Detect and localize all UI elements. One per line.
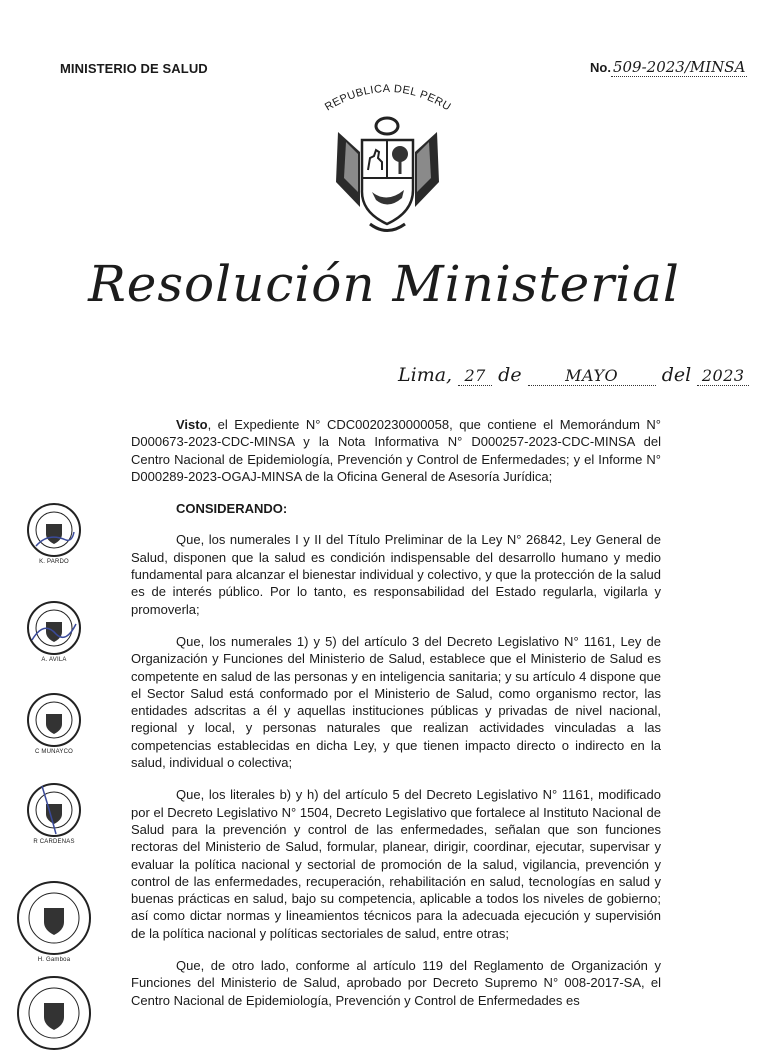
seal-icon: [16, 880, 92, 956]
stamp-name: H. Gamboa: [37, 957, 71, 963]
dateline-day: 27: [458, 366, 492, 386]
approval-stamp: [14, 502, 94, 565]
peru-coat-of-arms-icon: [330, 112, 445, 237]
dateline-month: MAYO: [528, 366, 656, 386]
stamp-name: C MUNAYCO: [34, 749, 74, 755]
seal-icon: [26, 502, 82, 558]
seal-icon: [26, 600, 82, 656]
approval-stamp: [14, 600, 94, 663]
stamp-name: A. AVILA: [41, 657, 67, 663]
crest-arc-text: [318, 76, 458, 116]
dateline-year: 2023: [697, 366, 749, 386]
stamp-name: K. PARDO: [39, 559, 69, 565]
approval-stamp: [14, 880, 94, 963]
visto-label: Visto: [176, 417, 208, 432]
visto-paragraph: [131, 416, 661, 485]
seal-icon: [16, 975, 92, 1051]
resolution-number-prefix: No.: [590, 60, 611, 75]
document-title: Resolución Ministerial: [88, 255, 680, 313]
ministry-name: MINISTERIO DE SALUD: [60, 61, 208, 76]
paragraph-4: Que, de otro lado, conforme al artículo 119 del Reglamento de Organización y Funciones del Ministerio de Salud, aprobado por Decreto Supremo N° 008-2017-SA, el Centro Nacional de Epidemiología, Prevención y Control de Enfermedades es: [131, 958, 661, 1008]
paragraph-3: Que, los literales b) y h) del artículo 5 del Decreto Legislativo N° 1161, modificado por el Decreto Legislativo N° 1504, Decreto Legislativo que fortalece al Instituto Nacional de Salud para la prevención y control de las enfermedades, señalan que son funciones rectoras del Ministerio de Salud, formular, planear, dirigir, coordinar, ejecutar, supervisar y evaluar la política nacional y sectorial de promoción de la salud, vigilancia, prevención y control de las enfermedades, recuperación, rehabilitación en salud, tecnologías en salud y buenas prácticas en salud, bajo su competencia, aplicable a todos los niveles de gobierno; así como dictar normas y lineamientos técnicos para la adecuada ejecución y supervisión de la política nacional y políticas sectoriales de salud, entre otras;: [131, 787, 661, 941]
dateline: [398, 364, 749, 386]
document-body: [131, 416, 661, 1024]
crest-arc-label: REPUBLICA DEL PERU: [322, 82, 454, 114]
approval-stamp: [14, 782, 94, 845]
svg-text:REPUBLICA DEL PERU: [323, 83, 453, 114]
resolution-number: [590, 58, 747, 76]
seal-icon: [26, 782, 82, 838]
dateline-city: Lima,: [398, 364, 453, 386]
stamp-name: R CARDENAS: [33, 839, 75, 845]
dateline-de: de: [498, 364, 522, 386]
approval-stamp: [14, 975, 94, 1051]
approval-stamp: [14, 692, 94, 755]
seal-icon: [26, 692, 82, 748]
considerando-heading: CONSIDERANDO:: [176, 501, 288, 517]
paragraph-1: Que, los numerales I y II del Título Preliminar de la Ley N° 26842, Ley General de Salud, disponen que la salud es condición indispensable del desarrollo humano y medio fundamental para alcanzar el bienestar individual y colectivo, y que la protección de la salud es de interés público. Por lo tanto, es responsabilidad del Estado regularla, vigilarla y promoverla;: [131, 532, 661, 617]
resolution-number-value: 509-2023/MINSA: [612, 58, 746, 76]
visto-text: , el Expediente N° CDC0020230000058, que contiene el Memorándum N° D000673-2023-CDC-MINSA y la Nota Informativa N° D000257-2023-CDC-MINSA del Centro Nacional de Epidemiología, Prevención y Control de Enfermedades; y el Informe N° D000289-2023-OGAJ-MINSA de la Oficina General de Asesoría Jurídica;: [131, 417, 661, 484]
dateline-del: del: [661, 364, 692, 386]
paragraph-2: Que, los numerales 1) y 5) del artículo 3 del Decreto Legislativo N° 1161, Ley de Organización y Funciones del Ministerio de Salud, establece que el Ministerio de Salud es competente en salud de las personas y en inteligencia sanitaria; y su artículo 4 dispone que el Sector Salud está conformado por el Ministerio de Salud, como organismo rector, las entidades adscritas a él y aquellas instituciones públicas y privadas de nivel nacional, regional y local, y personas naturales que realizan actividades vinculadas a las competencias establecidas en dicha Ley, y que tienen impacto directo o indirecto en la salud, individual o colectiva;: [131, 633, 661, 771]
